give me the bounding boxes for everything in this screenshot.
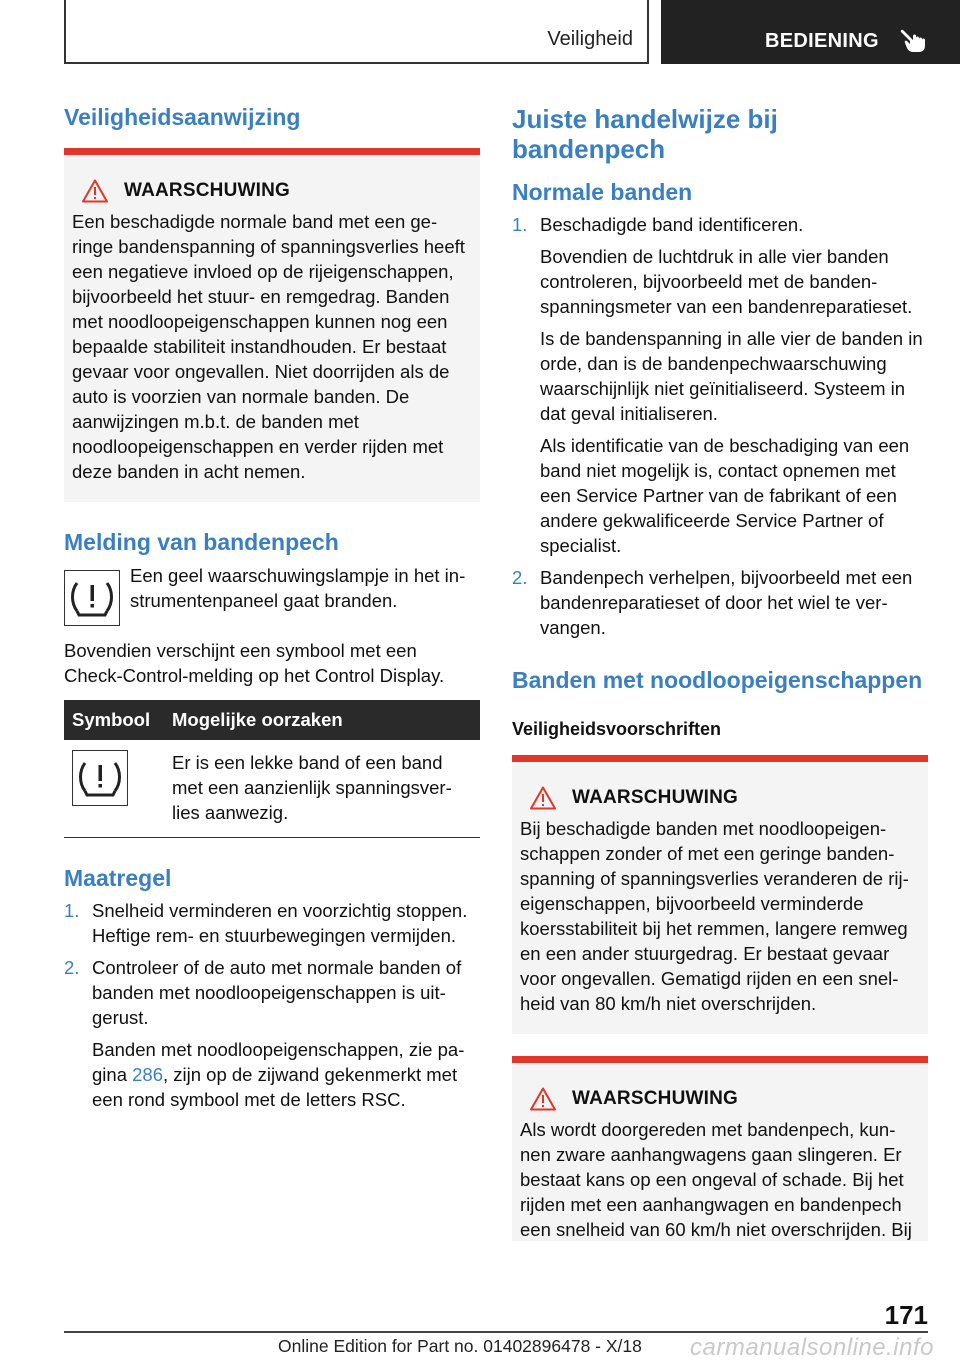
footer-divider xyxy=(64,1331,928,1333)
heading-veiligheidsvoorschriften: Veiligheidsvoorschriften xyxy=(512,719,722,739)
list-item xyxy=(64,955,480,1112)
tire-pressure-warning-icon xyxy=(69,577,115,619)
left-column xyxy=(64,100,480,1112)
pointing-hand-icon xyxy=(899,24,929,54)
table-header-oorzaken: Mogelijke oorzaken xyxy=(164,700,480,740)
list-number: 1. xyxy=(512,214,528,235)
text-run: Banden met noodloopeigenschappen, zie pagina xyxy=(92,1039,465,1085)
list-text: Bandenpech verhelpen, bijvoorbeeld met een bandenreparatieset of door het wiel te vervangen. xyxy=(540,567,913,638)
warning-box-trailer xyxy=(512,1056,928,1241)
warning-title xyxy=(520,1087,920,1111)
watermark: carmanualsonline.info xyxy=(690,1334,934,1361)
list-item xyxy=(512,212,928,558)
normale-banden-list xyxy=(512,212,928,640)
warning-title xyxy=(72,179,472,203)
heading-maatregel: Maatregel xyxy=(64,865,172,891)
heading-banden-noodloop: Banden met noodloopeigenschappen xyxy=(512,667,923,693)
list-text: Controleer of de auto met normale banden of banden met noodloopeigenschappen is uitgerust. xyxy=(92,957,462,1028)
table-header-row xyxy=(64,700,480,740)
header-chapter-box xyxy=(661,0,960,64)
heading-melding-bandenpech: Melding van bandenpech xyxy=(64,529,339,555)
warning-text: Bij beschadigde banden met noodloopeigenschappen zonder of met een geringe bandenspanning of spanningsverlies veranderen de rijeigenschappen, bijvoorbeeld verminderde koersstabiliteit bij het remmen, langere remweg en een ander stuurgedrag. Er bestaat gevaar voor ongevallen. Gematigd rijden en een snelheid van 80 km/h niet overschrijden. xyxy=(520,818,909,1014)
page-link-286[interactable]: 286 xyxy=(132,1064,163,1085)
heading-normale-banden: Normale banden xyxy=(512,179,693,205)
tire-pressure-icon-box xyxy=(64,570,120,626)
header-chapter-title: BEDIENING xyxy=(765,30,879,52)
list-text: Beschadigde band identificeren. xyxy=(540,214,804,235)
warning-triangle-icon xyxy=(530,1087,556,1111)
list-text: Snelheid verminderen en voorzichtig stoppen. Heftige rem- en stuurbewegingen vermijden. xyxy=(92,900,468,946)
warning-box-rsc-tires xyxy=(512,755,928,1034)
table-cell-cause: Er is een lekke band of een band met een aanzienlijk spanningsverlies aanwezig. xyxy=(164,740,480,838)
tire-pressure-warning-icon xyxy=(77,757,123,799)
warning-title-text: WAARSCHUWING xyxy=(572,1088,738,1109)
list-subtext xyxy=(92,1037,480,1112)
warning-text: Een beschadigde normale band met een geringe bandenspanning of spanningsverlies heeft een negatieve invloed op de rijeigenschappen, bijvoorbeeld het stuur- en remgedrag. Banden met noodloopeigenschappen kunnen nog een bepaalde stabiliteit instandhouden. Er bestaat gevaar voor ongevallen. Niet doorrijden als de auto is voorzien van normale banden. De aanwijzingen m.b.t. de banden met noodloopeigenschappen en verder rijden met deze banden in acht nemen. xyxy=(72,211,465,482)
warning-text: Als wordt doorgereden met bandenpech, kunnen zware aanhangwagens gaan slingeren. Er bestaat kans op een ongeval of schade. Bij het rijden met een aanhangwagen en bandenpech een snelheid van 60 km/h niet overschrijden. Bij xyxy=(520,1119,912,1240)
table-cell-symbol xyxy=(64,740,164,838)
heading-juiste-handelwijze: Juiste handelwijze bij bandenpech xyxy=(512,104,778,164)
list-number: 1. xyxy=(64,900,80,921)
warning-lamp-row xyxy=(64,563,480,626)
list-number: 2. xyxy=(64,957,80,978)
warning-title xyxy=(520,786,920,810)
warning-lamp-text: Een geel waarschuwingslampje in het instrumentenpaneel gaat branden. xyxy=(130,565,466,611)
list-subtext: Is de bandenspanning in alle vier de banden in orde, dan is de bandenpechwaarschuwing waarschijnlijk niet geïnitialiseerd. Systeem in dat geval initialiseren. xyxy=(540,328,923,424)
text-run: , zijn op de zijwand gekenmerkt met een rond symbool met de letters RSC. xyxy=(92,1064,458,1110)
table-header-symbool: Symbool xyxy=(64,700,164,740)
warning-triangle-icon xyxy=(82,179,108,203)
melding-paragraph: Bovendien verschijnt een symbool met een Check-Control-melding op het Control Display. xyxy=(64,640,445,686)
header-section-title: Veiligheid xyxy=(547,28,633,50)
list-subtext: Bovendien de luchtdruk in alle vier banden controleren, bijvoorbeeld met de bandenspanningsmeter van een bandenreparatieset. xyxy=(540,246,913,317)
warning-box-normal-tires xyxy=(64,148,480,502)
warning-title-text: WAARSCHUWING xyxy=(124,180,290,201)
list-item xyxy=(512,565,928,640)
table-row xyxy=(64,740,480,838)
list-subtext: Als identificatie van de beschadiging van een band niet mogelijk is, contact opnemen met een Service Partner van de fabrikant of een andere gekwalificeerde Service Partner of specialist. xyxy=(540,435,910,556)
tire-pressure-icon-box xyxy=(72,750,128,806)
warning-triangle-icon xyxy=(530,786,556,810)
list-item xyxy=(64,898,480,948)
header-section-box xyxy=(64,0,649,64)
symbol-table xyxy=(64,700,480,838)
page-number: 171 xyxy=(884,1300,928,1330)
list-number: 2. xyxy=(512,567,528,588)
page-header xyxy=(64,0,960,64)
warning-title-text: WAARSCHUWING xyxy=(572,787,738,808)
heading-veiligheidsaanwijzing: Veiligheidsaanwijzing xyxy=(64,104,301,130)
right-column xyxy=(512,100,928,1241)
maatregel-list xyxy=(64,898,480,1112)
footer-edition: Online Edition for Part no. 01402896478 - X/18 xyxy=(278,1336,642,1356)
